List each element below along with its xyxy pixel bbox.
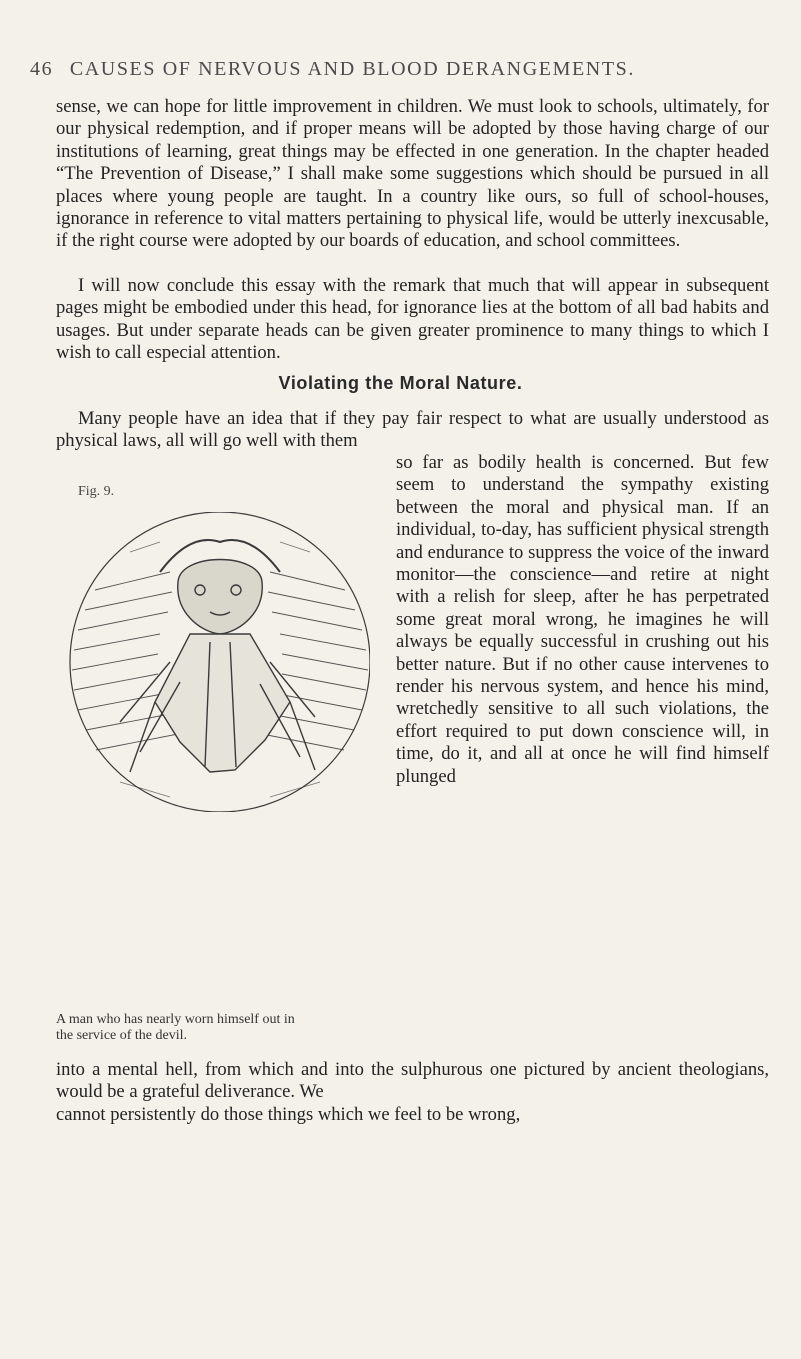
paragraph-schools: sense, we can hope for little improvement in children. We must look to schools, ultimately, for our physical redemption, and if proper means will be adopted by those having charge of our institutions of learning, great things may be effected in one generation. In the chapter headed “The Prevention of Disease,” I shall make some suggestions which should be pursued in all places where young people are taught. In a country like ours, so full of school-houses, ignorance in reference to vital matters pertaining to physical life, would be utterly inexcusable, if the right course were adopted by our boards of education, and school committees. [56,96,769,252]
paragraph-moral-tail-text: into a mental hell, from which and into the sulphurous one pictured by ancient theologians, would be a grateful deliverance. We [56,1059,769,1103]
figure-illustration [60,512,370,812]
running-head-title: CAUSES OF NERVOUS AND BLOOD DERANGEMENTS. [69,58,635,80]
figure-caption: A man who has nearly worn himself out in the service of the devil. [56,1012,295,1043]
paragraph-moral-last-line: cannot persistently do those things which we feel to be wrong, [56,1103,521,1125]
section-heading: Violating the Moral Nature. [278,373,523,393]
paragraph-moral-lead: Many people have an idea that if they pay fair respect to what are usually understood as physical laws, all will go well with them [56,408,769,452]
figure-label: Fig. 9. [78,484,115,499]
paragraph-moral-tail [56,1059,769,1126]
page-number: 46 [30,58,54,80]
running-head [30,58,801,81]
paragraph-moral-column: so far as bodily health is concerned. But few seem to understand the sympathy existing between the moral and physical man. If an individual, to-day, has sufficient physical strength and endurance to suppress the voice of the inward monitor—the conscience—and retire at night with a relish for sleep, after he has perpetrated some great moral wrong, he imagines he will always be equally successful in crushing out his better nature. But if no other cause intervenes to render his nervous system, and hence his mind, wretchedly sensitive to all such violations, the effort required to put down conscience will, in time, do it, and all at once he will find himself plunged [396,452,769,787]
paragraph-conclusion: I will now conclude this essay with the remark that much that will appear in subsequent pages might be embodied under this head, for ignorance lies at the bottom of all bad habits and usages. But under separate heads can be given greater prominence to many things to which I wish to call especial attention. [56,275,769,364]
hatched-circle-engraving [70,512,370,812]
